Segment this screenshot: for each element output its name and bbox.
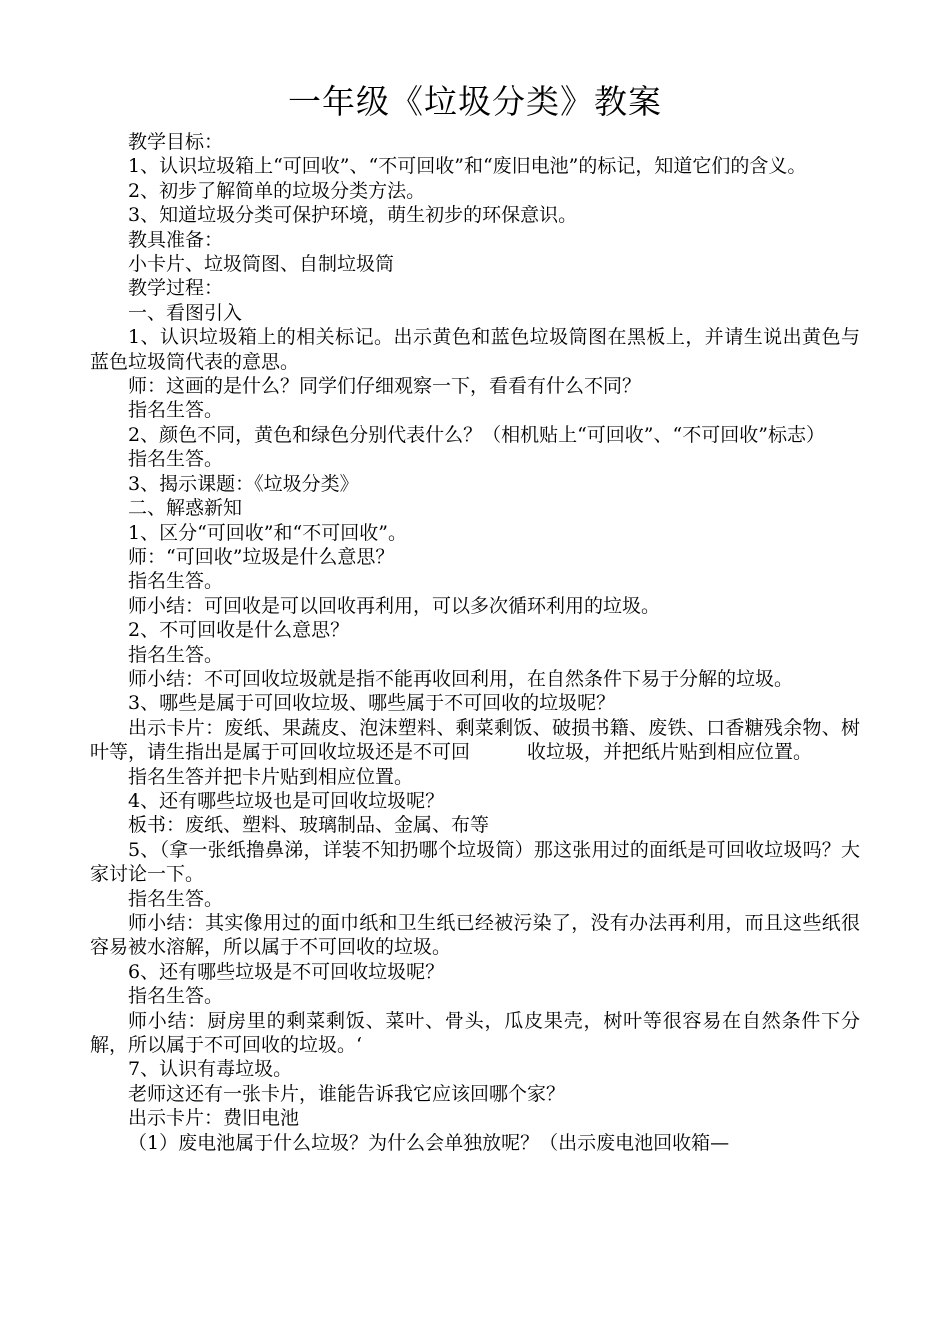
paragraph: 指名生答。: [128, 887, 224, 910]
paragraph: 5、（拿一张纸撸鼻涕，详装不知扔哪个垃圾筒）那这张用过的面纸是可回收垃圾吗？大家讨论一下。: [90, 838, 860, 886]
paragraph: 2、颜色不同，黄色和绿色分别代表什么？（相机贴上“可回收”、“不可回收”标志）: [128, 423, 825, 446]
paragraph: 指名生答。: [128, 570, 224, 593]
paragraph: 2、初步了解简单的垃圾分类方法。: [128, 179, 426, 202]
paragraph: 指名生答。: [128, 643, 224, 666]
paragraph: 4、还有哪些垃圾也是可回收垃圾呢？: [128, 789, 445, 812]
paragraph: 指名生答。: [128, 985, 224, 1008]
document-body: [90, 130, 860, 1155]
paragraph: 3、哪些是属于可回收垃圾、哪些属于不可回收的垃圾呢？: [128, 692, 616, 715]
paragraph: 7、认识有毒垃圾。: [128, 1058, 293, 1081]
paragraph: 2、不可回收是什么意思？: [128, 619, 350, 642]
paragraph: 师小结：其实像用过的面巾纸和卫生纸已经被污染了，没有办法再利用，而且这些纸很容易被水溶解，所以属于不可回收的垃圾。: [90, 912, 860, 959]
paragraph: 出示卡片：废纸、果蔬皮、泡沫塑料、剩菜剩饭、破损书籍、废铁、口香糖残余物、树叶等，请生指出是属于可回收垃圾还是不可回 收垃圾，并把纸片贴到相应位置。: [90, 716, 860, 764]
paragraph: 指名生答。: [128, 448, 224, 471]
paragraph: 老师这还有一张卡片，谁能告诉我它应该回哪个家？: [128, 1082, 566, 1105]
paragraph: 1、认识垃圾箱上的相关标记。出示黄色和蓝色垃圾筒图在黑板上，并请生说出黄色与蓝色垃圾筒代表的意思。: [90, 326, 860, 373]
document-title: 一年级《垃圾分类》教案: [288, 82, 662, 121]
paragraph: 板书：废纸、塑料、玻璃制品、金属、布等: [128, 814, 490, 837]
paragraph: 3、知道垃圾分类可保护环境，萌生初步的环保意识。: [128, 204, 578, 227]
paragraph: 指名生答。: [128, 399, 224, 422]
paragraph: 小卡片、垃圾筒图、自制垃圾筒: [128, 253, 395, 276]
paragraph: 1、区分“可回收”和“不可回收”。: [128, 521, 407, 544]
paragraph: 师：“可回收”垃圾是什么意思？: [128, 545, 395, 568]
paragraph: 二、解惑新知: [128, 497, 243, 520]
paragraph: 教学过程：: [128, 277, 224, 300]
paragraph: 一、看图引入: [128, 301, 243, 324]
paragraph: 教学目标：: [128, 131, 224, 153]
paragraph: 师小结：可回收是可以回收再利用，可以多次循环利用的垃圾。: [128, 594, 661, 617]
paragraph: 教具准备：: [128, 228, 224, 251]
paragraph: 6、还有哪些垃圾是不可回收垃圾呢？: [128, 960, 445, 983]
paragraph: 出示卡片：费旧电池: [128, 1107, 300, 1130]
paragraph: 3、揭示课题：《垃圾分类》: [128, 472, 359, 495]
paragraph: 指名生答并把卡片贴到相应位置。: [128, 765, 414, 788]
paragraph: 师：这画的是什么？同学们仔细观察一下，看看有什么不同？: [128, 375, 642, 398]
paragraph: （1）废电池属于什么垃圾？为什么会单独放呢？（出示废电池回收箱—: [128, 1131, 730, 1154]
paragraph: 师小结：不可回收垃圾就是指不能再收回利用，在自然条件下易于分解的垃圾。: [128, 667, 794, 690]
paragraph: 师小结：厨房里的剩菜剩饭、菜叶、骨头，瓜皮果壳，树叶等很容易在自然条件下分解，所以属于不可回收的垃圾。‘: [90, 1009, 860, 1057]
paragraph: 1、认识垃圾箱上“可回收”、“不可回收”和“废旧电池”的标记，知道它们的含义。: [128, 155, 807, 178]
